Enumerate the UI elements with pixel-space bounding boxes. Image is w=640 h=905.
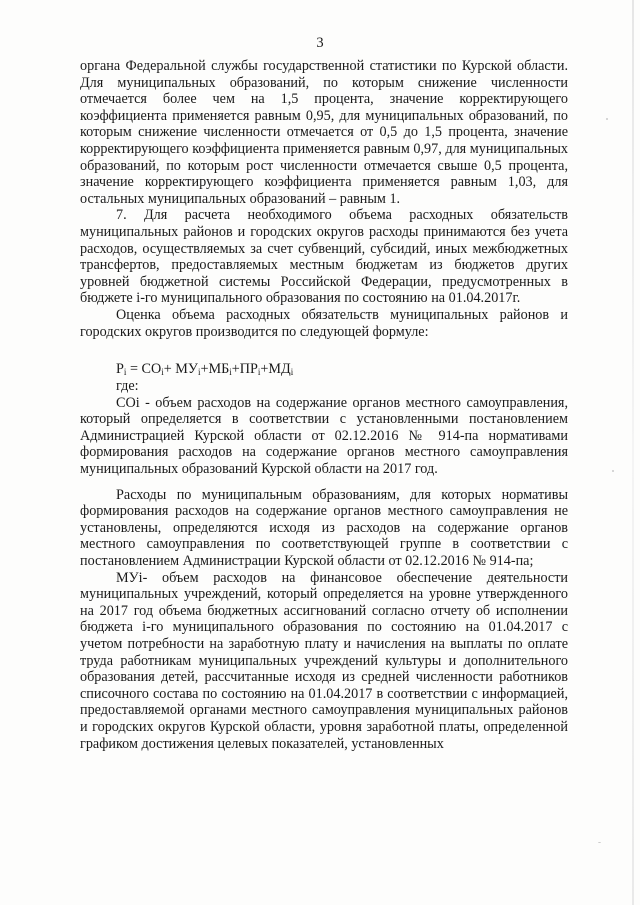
- paragraph-where: где:: [116, 378, 139, 395]
- scan-speck: [606, 118, 608, 120]
- paragraph-co-definition: СОi - объем расходов на содержание органов местного самоуправления, который определяется в соответствии с установленными постановлением Администрацией Курской области от 02.12.2016 № 914-па нормативами формирования расходов на содержание органов местного самоуправления муниципальных образований Курской области на 2017 год.: [80, 394, 568, 478]
- spacer: [80, 340, 568, 360]
- paragraph-mu-definition: МУi- объем расходов на финансовое обеспечение деятельности муниципальных учреждений, который определяется на уровне утвержденного на 2017 год объема бюджетных ассигнований согласно отчету об исполнении бюджета i-го муниципального образования по состоянию на 01.04.2017 с учетом потребности на заработную плату и начисления на выплаты по оплате труда работникам муниципальных учреждений культуры и дополнительного образования детей, рассчитанные исходя из средней численности работников списочного состава по состоянию на 01.04.2017 в соответствии с информацией, предоставляемой органами местного самоуправления муниципальных районов и городских округов Курской области, уровня заработной платы, определенной графиком достижения целевых показателей, установленных: [80, 569, 568, 752]
- paragraph-item-7: 7. Для расчета необходимого объема расходных обязательств муниципальных районов и городских округов расходы принимаются без учета расходов, осуществляемых за счет субвенций, субсидий, иных межбюджетных трансфертов, предоставляемых местным бюджетам из бюджетов других уровней бюджетной системы Российской Федерации, предусмотренных в бюджете i-го муниципального образования по состоянию на 01.04.2017г.: [80, 207, 568, 307]
- paragraph-formula-intro: Оценка объема расходных обязательств муниципальных районов и городских округов производится по следующей формуле:: [80, 306, 568, 340]
- paragraph-correction-coefficients: органа Федеральной службы государственной статистики по Курской области. Для муниципальных образований, по которым снижение численности отмечается более чем на 1,5 процента, значение корректирующего коэффициента применяется равным 0,95, для муниципальных образований, по которым снижение численности отмечается от 0,5 до 1,5 процента, значение корректирующего коэффициента применяется равным 0,97, для муниципальных образований, по которым рост численности отмечается свыше 0,5 процента, значение корректирующего коэффициента применяется равным 1,03, для остальных муниципальных образований – равным 1.: [80, 58, 568, 207]
- document-body: [80, 58, 568, 752]
- spacer: [80, 478, 568, 487]
- page-number: 3: [316, 35, 324, 51]
- scan-speck: [598, 842, 601, 843]
- expense-formula: $P_i = СО_i+ МУ_i+МБ_i+ПР_i+МД_i$: [116, 361, 294, 378]
- scan-speck: [612, 470, 614, 472]
- scan-edge-shadow: [632, 0, 634, 905]
- paragraph-no-norms: Расходы по муниципальным образованиям, для которых нормативы формирования расходов на содержание органов местного самоуправления не установлены, определяются исходя из расходов на содержание органов местного самоуправления по соответствующей группе в соответствии с постановлением Администрации Курской области от 02.12.2016 № 914-па;: [80, 486, 568, 570]
